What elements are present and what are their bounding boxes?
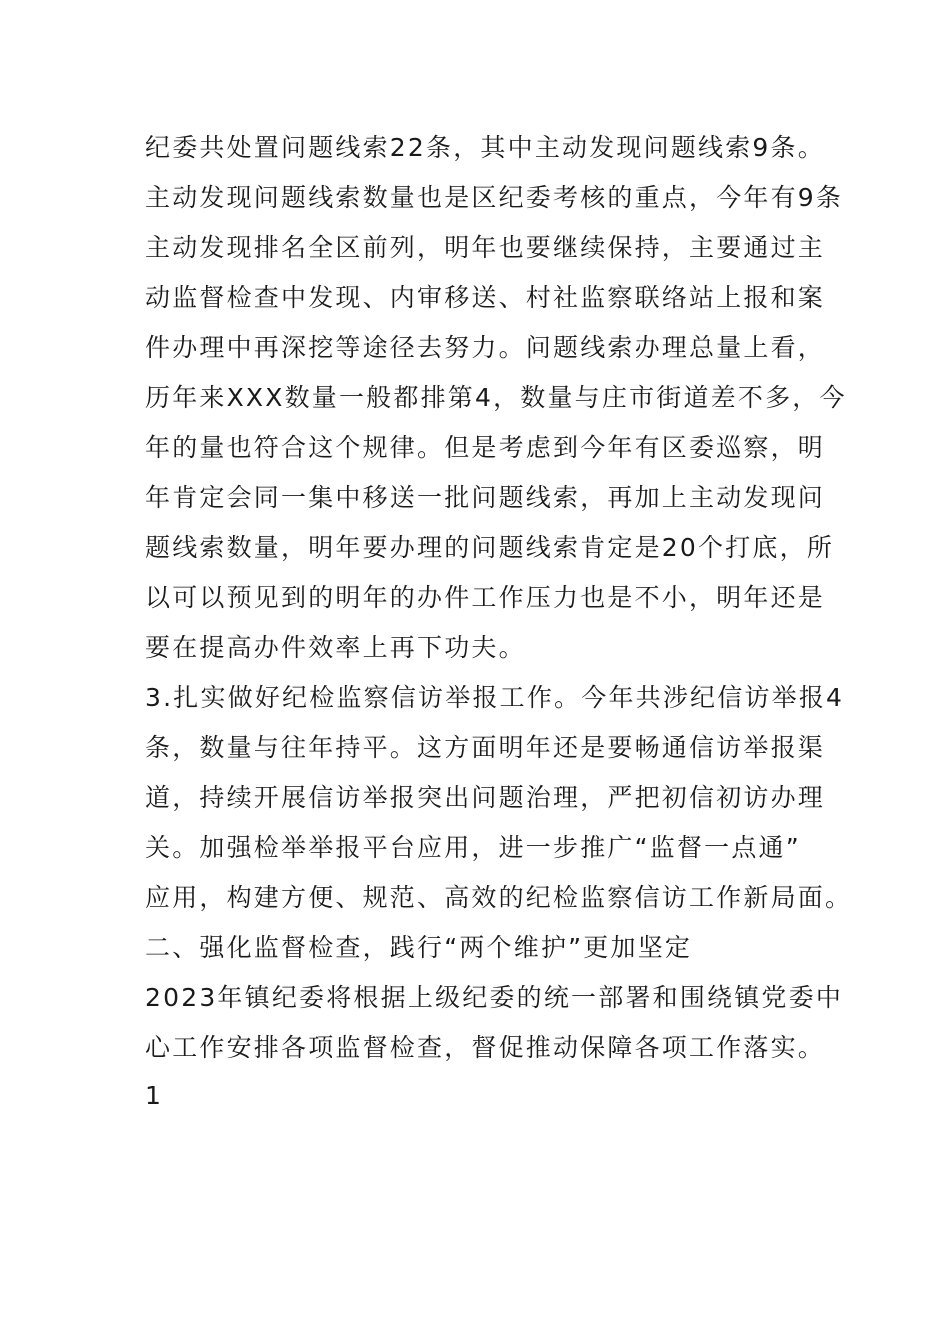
page-number: 1	[145, 1081, 161, 1110]
text-line: 应用，构建方便、规范、高效的纪检监察信访工作新局面。	[145, 883, 853, 912]
text-line: 年的量也符合这个规律。但是考虑到今年有区委巡察，明	[145, 433, 826, 462]
text-line: 件办理中再深挖等途径去努力。问题线索办理总量上看，	[145, 333, 826, 362]
text-line: 心工作安排各项监督检查，督促推动保障各项工作落实。	[145, 1033, 826, 1062]
text-line: 题线索数量，明年要办理的问题线索肯定是20个打底，所	[145, 533, 835, 562]
section-heading: 二、强化监督检查，践行“两个维护”更加坚定	[145, 933, 693, 962]
text-line: 2023年镇纪委将根据上级纪委的统一部署和围绕镇党委中	[145, 983, 844, 1012]
text-line: 关。加强检举举报平台应用，进一步推广“监督一点通”	[145, 833, 801, 862]
text-line: 道，持续开展信访举报突出问题治理，严把初信初访办理	[145, 783, 826, 812]
text-line: 年肯定会同一集中移送一批问题线索，再加上主动发现问	[145, 483, 826, 512]
text-line: 历年来XXX数量一般都排第4，数量与庄市街道差不多，今	[145, 383, 847, 412]
text-line: 主动发现问题线索数量也是区纪委考核的重点，今年有9条	[145, 183, 844, 212]
text-line: 主动发现排名全区前列，明年也要继续保持，主要通过主	[145, 233, 826, 262]
text-line: 条，数量与往年持平。这方面明年还是要畅通信访举报渠	[145, 733, 826, 762]
body-text	[145, 123, 853, 1073]
section-item-heading: 3.扎实做好纪检监察信访举报工作。今年共涉纪信访举报4	[145, 683, 845, 712]
text-line: 动监督检查中发现、内审移送、村社监察联络站上报和案	[145, 283, 826, 312]
text-line: 要在提高办件效率上再下功夫。	[145, 633, 526, 662]
text-line: 以可以预见到的明年的办件工作压力也是不小，明年还是	[145, 583, 826, 612]
text-line: 纪委共处置问题线索22条，其中主动发现问题线索9条。	[145, 133, 825, 162]
